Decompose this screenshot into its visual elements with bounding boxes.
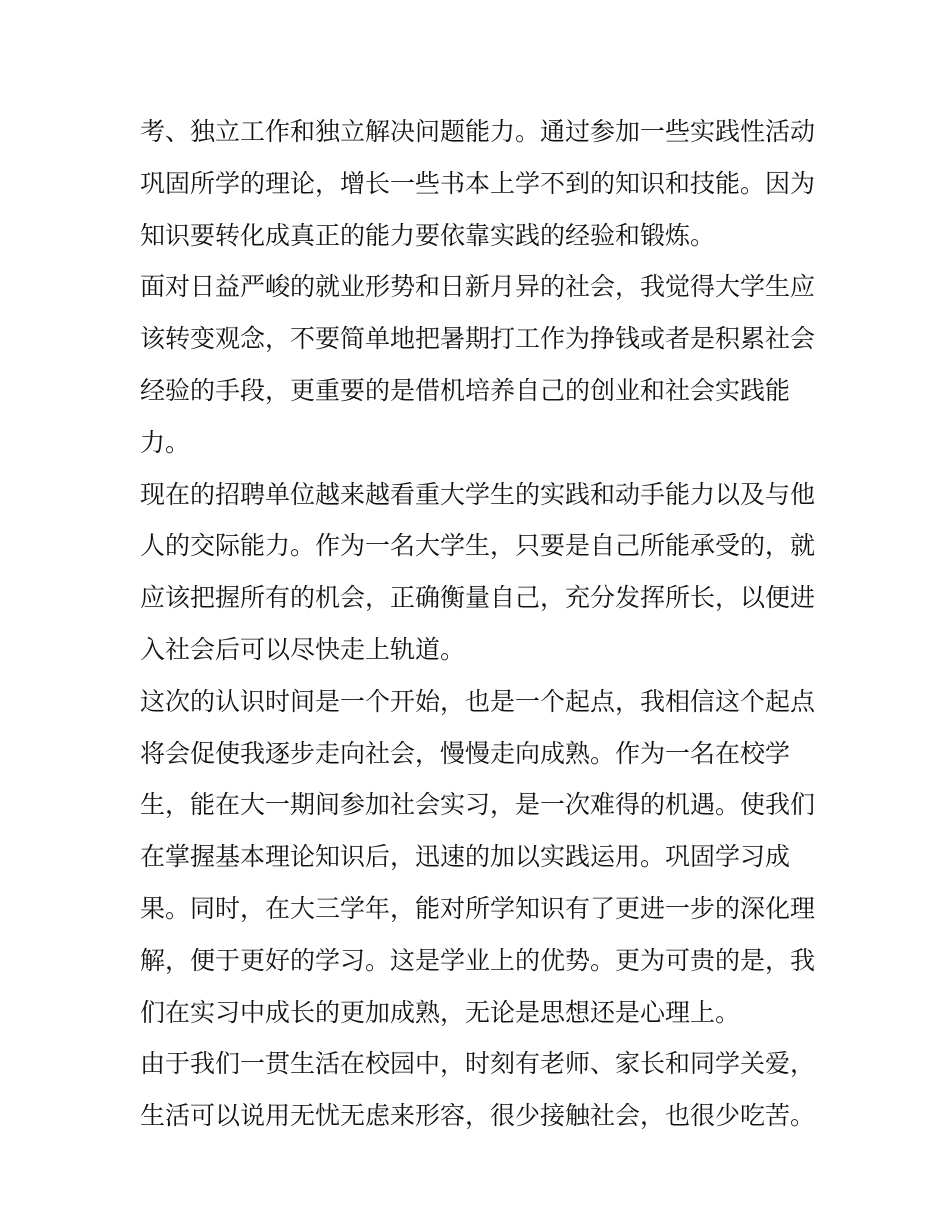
text-line: 生活可以说用无忧无虑来形容，很少接触社会，也很少吃苦。 [140, 1101, 816, 1131]
text-line: 知识要转化成真正的能力要依靠实践的经验和锻炼。 [140, 220, 716, 250]
text-line: 们在实习中成长的更加成熟，无论是思想还是心理上。 [140, 997, 741, 1027]
text-line: 面对日益严峻的就业形势和日新月异的社会，我觉得大学生应 [140, 272, 816, 302]
text-line: 力。 [140, 427, 191, 457]
text-line: 在掌握基本理论知识后，迅速的加以实践运用。巩固学习成 [140, 842, 791, 872]
text-line: 入社会后可以尽快走上轨道。 [140, 634, 466, 664]
text-line: 考、独立工作和独立解决问题能力。通过参加一些实践性活动 [140, 117, 816, 146]
text-line: 经验的手段，更重要的是借机培养自己的创业和社会实践能 [140, 375, 791, 405]
text-line: 生，能在大一期间参加社会实习，是一次难得的机遇。使我们 [140, 790, 816, 820]
text-line: 人的交际能力。作为一名大学生，只要是自己所能承受的，就 [140, 531, 816, 561]
text-line: 由于我们一贯生活在校园中，时刻有老师、家长和同学关爱， [140, 1049, 816, 1079]
text-line: 果。同时，在大三学年，能对所学知识有了更进一步的深化理 [140, 893, 816, 923]
text-line: 应该把握所有的机会，正确衡量自己，充分发挥所长，以便进 [140, 583, 816, 613]
text-line: 这次的认识时间是一个开始，也是一个起点，我相信这个起点 [140, 686, 816, 716]
text-line: 现在的招聘单位越来越看重大学生的实践和动手能力以及与他 [140, 479, 816, 509]
text-line: 解，便于更好的学习。这是学业上的优势。更为可贵的是，我 [140, 945, 816, 975]
text-line: 该转变观念，不要简单地把暑期打工作为挣钱或者是积累社会 [140, 324, 816, 354]
text-line: 巩固所学的理论，增长一些书本上学不到的知识和技能。因为 [140, 168, 816, 198]
document-body-text [140, 106, 820, 1142]
text-line: 将会促使我逐步走向社会，慢慢走向成熟。作为一名在校学 [140, 738, 791, 768]
